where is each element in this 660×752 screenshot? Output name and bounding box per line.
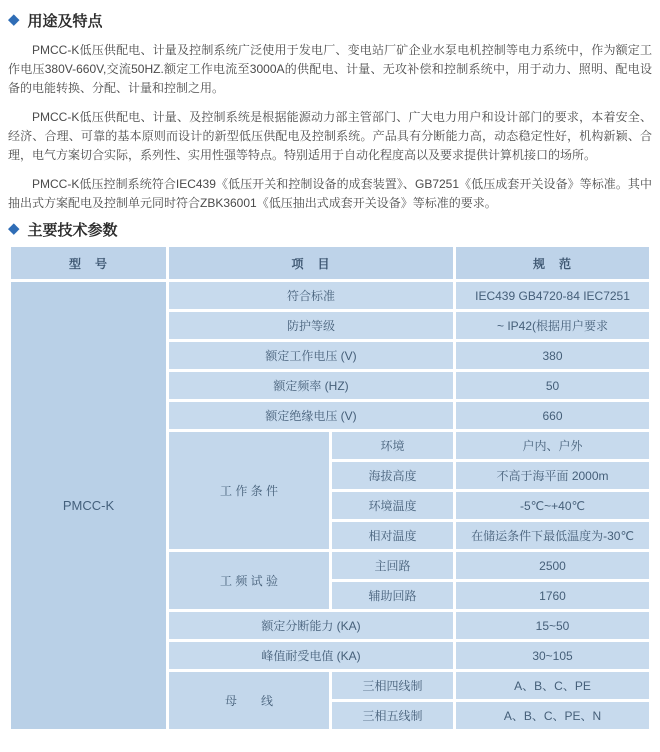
- spec-value: -5℃~+40℃: [456, 492, 649, 519]
- technical-parameters-table: [8, 244, 652, 732]
- item-label: 符合标准: [169, 282, 453, 309]
- paragraph: PMCC-K低压供配电、计量及控制系统广泛使用于发电厂、变电站厂矿企业水泵电机控制等电力系统中，作为额定工作电压380V-660V,交流50HZ.额定工作电流至3000A的供配电、计量、无攻补偿和控制系统中，用于动力、照明、配电设备的电能转换、分配、计量和控制之用。: [8, 43, 652, 95]
- table-header-row: [11, 247, 649, 279]
- sub-item-label: 相对温度: [332, 522, 453, 549]
- paragraph: PMCC-K低压供配电、计量、及控制系统是根据能源动力部主管部门、广大电力用户和设计部门的要求，本着安全、经济、合理、可靠的基本原则而设计的新型低压供配电及控制系统。产品具有分断能力高，动态稳定性好，机构新颖、合理，电气方案切合实际，系列性、实用性强等特点。特别适用于自动化程度高以及要求提供计算机接口的场所。: [8, 110, 652, 162]
- sub-item-label: 环境温度: [332, 492, 453, 519]
- spec-value: 1760: [456, 582, 649, 609]
- spec-value: 380: [456, 342, 649, 369]
- spec-value: A、B、C、PE、N: [456, 702, 649, 729]
- spec-value: 660: [456, 402, 649, 429]
- header-model: 型 号: [11, 247, 166, 279]
- diamond-bullet-icon: ◆: [8, 220, 20, 237]
- header-spec: 规 范: [456, 247, 649, 279]
- group-label-busbar: 母 线: [169, 672, 329, 729]
- spec-value: 30~105: [456, 642, 649, 669]
- sub-item-label: 主回路: [332, 552, 453, 579]
- sub-item-label: 三相五线制: [332, 702, 453, 729]
- spec-value: A、B、C、PE: [456, 672, 649, 699]
- spec-value: 50: [456, 372, 649, 399]
- sub-item-label: 海拔高度: [332, 462, 453, 489]
- spec-value: 2500: [456, 552, 649, 579]
- spec-value: 15~50: [456, 612, 649, 639]
- table-row: [11, 282, 649, 309]
- sub-item-label: 三相四线制: [332, 672, 453, 699]
- item-label: 额定分断能力 (KA): [169, 612, 453, 639]
- header-item: 项 目: [169, 247, 453, 279]
- section-title-params: [8, 219, 652, 240]
- spec-value: 在储运条件下最低温度为-30℃: [456, 522, 649, 549]
- section-title-text: 用途及特点: [27, 13, 103, 30]
- model-cell: PMCC-K: [11, 282, 166, 729]
- diamond-bullet-icon: ◆: [8, 11, 20, 28]
- section-title-text: 主要技术参数: [27, 222, 118, 239]
- spec-value: 户内、户外: [456, 432, 649, 459]
- paragraph: PMCC-K低压控制系统符合IEC439《低压开关和控制设备的成套装置》、GB7251《低压成套开关设备》等标准。其中抽出式方案配电及控制单元同时符合ZBK36001《低压抽出式成套开关设备》等标准的要求。: [8, 177, 652, 210]
- item-label: 额定工作电压 (V): [169, 342, 453, 369]
- sub-item-label: 环境: [332, 432, 453, 459]
- spec-value: 不高于海平面 2000m: [456, 462, 649, 489]
- group-label-work-conditions: 工 作 条 件: [169, 432, 329, 549]
- item-label: 额定频率 (HZ): [169, 372, 453, 399]
- item-label: 峰值耐受电值 (KA): [169, 642, 453, 669]
- item-label: 额定绝缘电压 (V): [169, 402, 453, 429]
- spec-value: ~ IP42(根据用户要求: [456, 312, 649, 339]
- group-label-freq-test: 工 频 试 验: [169, 552, 329, 609]
- section-title-features: [8, 10, 652, 31]
- spec-value: IEC439 GB4720-84 IEC7251: [456, 282, 649, 309]
- sub-item-label: 辅助回路: [332, 582, 453, 609]
- item-label: 防护等级: [169, 312, 453, 339]
